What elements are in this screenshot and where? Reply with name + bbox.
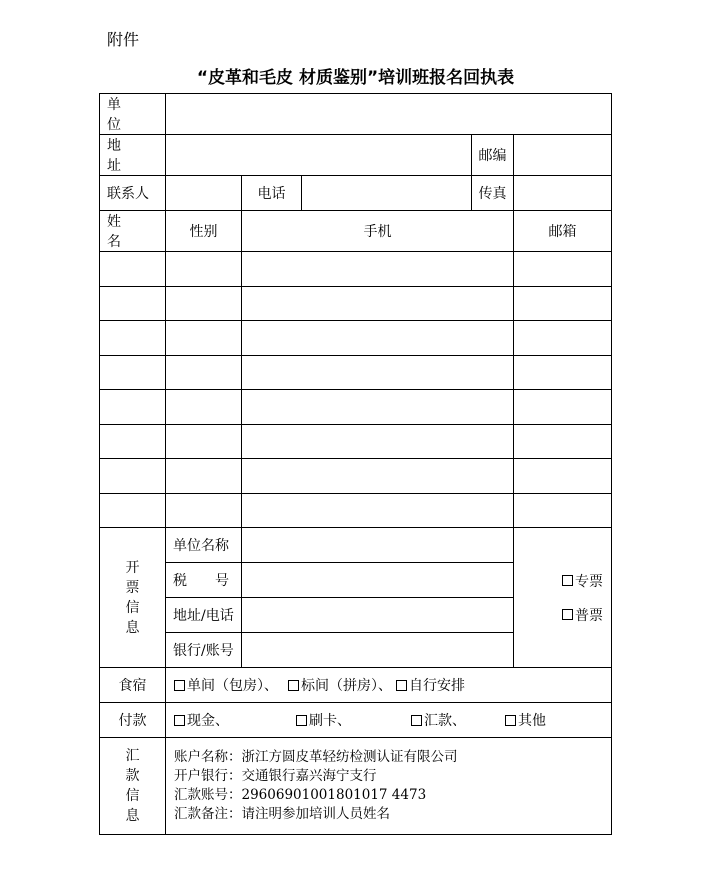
postcode-field[interactable] bbox=[514, 135, 612, 176]
participant-email-cell[interactable] bbox=[514, 286, 612, 321]
participant-gender-cell[interactable] bbox=[166, 390, 242, 425]
invoice-type-special[interactable]: 专票 bbox=[562, 571, 611, 591]
lodging-option-single[interactable]: 单间（包房）、 bbox=[174, 675, 278, 695]
invoice-tax-id-label: 税 号 bbox=[166, 563, 242, 598]
participant-row bbox=[100, 286, 612, 321]
remittance-bank: 开户银行：交通银行嘉兴海宁支行 bbox=[174, 768, 377, 784]
phone-label: 电话 bbox=[242, 176, 302, 211]
participant-mobile-cell[interactable] bbox=[242, 493, 514, 528]
participant-mobile-cell[interactable] bbox=[242, 459, 514, 494]
participant-header-mobile: 手机 bbox=[242, 211, 514, 252]
participant-mobile-cell[interactable] bbox=[242, 424, 514, 459]
lodging-option-shared[interactable]: 标间（拼房）、 bbox=[288, 675, 392, 695]
participant-email-cell[interactable] bbox=[514, 321, 612, 356]
participant-gender-cell[interactable] bbox=[166, 459, 242, 494]
payment-options bbox=[166, 703, 612, 738]
invoice-address-phone-field[interactable] bbox=[242, 598, 514, 633]
participant-gender-cell[interactable] bbox=[166, 252, 242, 287]
remittance-note: 汇款备注：请注明参加培训人员姓名 bbox=[174, 806, 390, 822]
invoice-company-label: 单位名称 bbox=[166, 528, 242, 563]
remittance-section-label: 汇 款 信 息 bbox=[100, 738, 166, 835]
fax-label: 传真 bbox=[472, 176, 514, 211]
participant-mobile-cell[interactable] bbox=[242, 321, 514, 356]
registration-form bbox=[99, 93, 612, 835]
checkbox-icon[interactable] bbox=[174, 680, 185, 691]
participant-row bbox=[100, 459, 612, 494]
participant-mobile-cell[interactable] bbox=[242, 286, 514, 321]
unit-label: 单 位 bbox=[100, 94, 166, 135]
checkbox-icon[interactable] bbox=[505, 715, 516, 726]
participant-header-name: 姓 名 bbox=[100, 211, 166, 252]
fax-field[interactable] bbox=[514, 176, 612, 211]
participant-mobile-cell[interactable] bbox=[242, 252, 514, 287]
unit-field[interactable] bbox=[166, 94, 612, 135]
participant-header-gender: 性别 bbox=[166, 211, 242, 252]
participant-email-cell[interactable] bbox=[514, 355, 612, 390]
participant-mobile-cell[interactable] bbox=[242, 390, 514, 425]
invoice-section-label: 开 票 信 息 bbox=[100, 528, 166, 668]
participant-row bbox=[100, 252, 612, 287]
participant-email-cell[interactable] bbox=[514, 459, 612, 494]
phone-field[interactable] bbox=[302, 176, 472, 211]
invoice-type-options bbox=[514, 528, 612, 668]
participant-row bbox=[100, 424, 612, 459]
invoice-type-general[interactable]: 普票 bbox=[562, 605, 611, 625]
payment-option-cash[interactable]: 现金、 bbox=[174, 710, 296, 730]
participant-email-cell[interactable] bbox=[514, 252, 612, 287]
participant-gender-cell[interactable] bbox=[166, 286, 242, 321]
payment-option-card[interactable]: 刷卡、 bbox=[296, 710, 411, 730]
invoice-company-field[interactable] bbox=[242, 528, 514, 563]
contact-label: 联系人 bbox=[100, 176, 166, 211]
invoice-bank-account-label: 银行/账号 bbox=[166, 633, 242, 668]
participant-name-cell[interactable] bbox=[100, 459, 166, 494]
lodging-label: 食宿 bbox=[100, 668, 166, 703]
payment-label: 付款 bbox=[100, 703, 166, 738]
participant-row bbox=[100, 390, 612, 425]
participant-name-cell[interactable] bbox=[100, 390, 166, 425]
invoice-tax-id-field[interactable] bbox=[242, 563, 514, 598]
contact-field[interactable] bbox=[166, 176, 242, 211]
postcode-label: 邮编 bbox=[472, 135, 514, 176]
lodging-option-self[interactable]: 自行安排 bbox=[396, 675, 465, 695]
participant-row bbox=[100, 321, 612, 356]
checkbox-icon[interactable] bbox=[288, 680, 299, 691]
participant-row bbox=[100, 493, 612, 528]
remittance-account-name: 账户名称：浙江方圆皮革轻纺检测认证有限公司 bbox=[174, 749, 458, 765]
participant-name-cell[interactable] bbox=[100, 493, 166, 528]
checkbox-icon[interactable] bbox=[562, 575, 573, 586]
participant-email-cell[interactable] bbox=[514, 424, 612, 459]
participant-name-cell[interactable] bbox=[100, 252, 166, 287]
participant-name-cell[interactable] bbox=[100, 321, 166, 356]
address-field[interactable] bbox=[166, 135, 472, 176]
page-title: “皮革和毛皮 材质鉴别”培训班报名回执表 bbox=[196, 68, 515, 88]
participant-mobile-cell[interactable] bbox=[242, 355, 514, 390]
invoice-bank-account-field[interactable] bbox=[242, 633, 514, 668]
participant-gender-cell[interactable] bbox=[166, 321, 242, 356]
remittance-details bbox=[166, 738, 612, 835]
lodging-options bbox=[166, 668, 612, 703]
checkbox-icon[interactable] bbox=[411, 715, 422, 726]
checkbox-icon[interactable] bbox=[562, 609, 573, 620]
payment-option-transfer[interactable]: 汇款、 bbox=[411, 710, 505, 730]
checkbox-icon[interactable] bbox=[174, 715, 185, 726]
remittance-account-number: 汇款账号：29606901001801017 4473 bbox=[174, 787, 427, 803]
checkbox-icon[interactable] bbox=[296, 715, 307, 726]
participant-name-cell[interactable] bbox=[100, 424, 166, 459]
participant-name-cell[interactable] bbox=[100, 286, 166, 321]
participant-name-cell[interactable] bbox=[100, 355, 166, 390]
checkbox-icon[interactable] bbox=[396, 680, 407, 691]
participant-header-email: 邮箱 bbox=[514, 211, 612, 252]
invoice-address-phone-label: 地址/电话 bbox=[166, 598, 242, 633]
participant-gender-cell[interactable] bbox=[166, 355, 242, 390]
attachment-label: 附件 bbox=[107, 30, 140, 49]
participant-gender-cell[interactable] bbox=[166, 424, 242, 459]
address-label: 地 址 bbox=[100, 135, 166, 176]
participant-email-cell[interactable] bbox=[514, 390, 612, 425]
participant-gender-cell[interactable] bbox=[166, 493, 242, 528]
participant-row bbox=[100, 355, 612, 390]
payment-option-other[interactable]: 其他 bbox=[505, 710, 546, 730]
participant-email-cell[interactable] bbox=[514, 493, 612, 528]
